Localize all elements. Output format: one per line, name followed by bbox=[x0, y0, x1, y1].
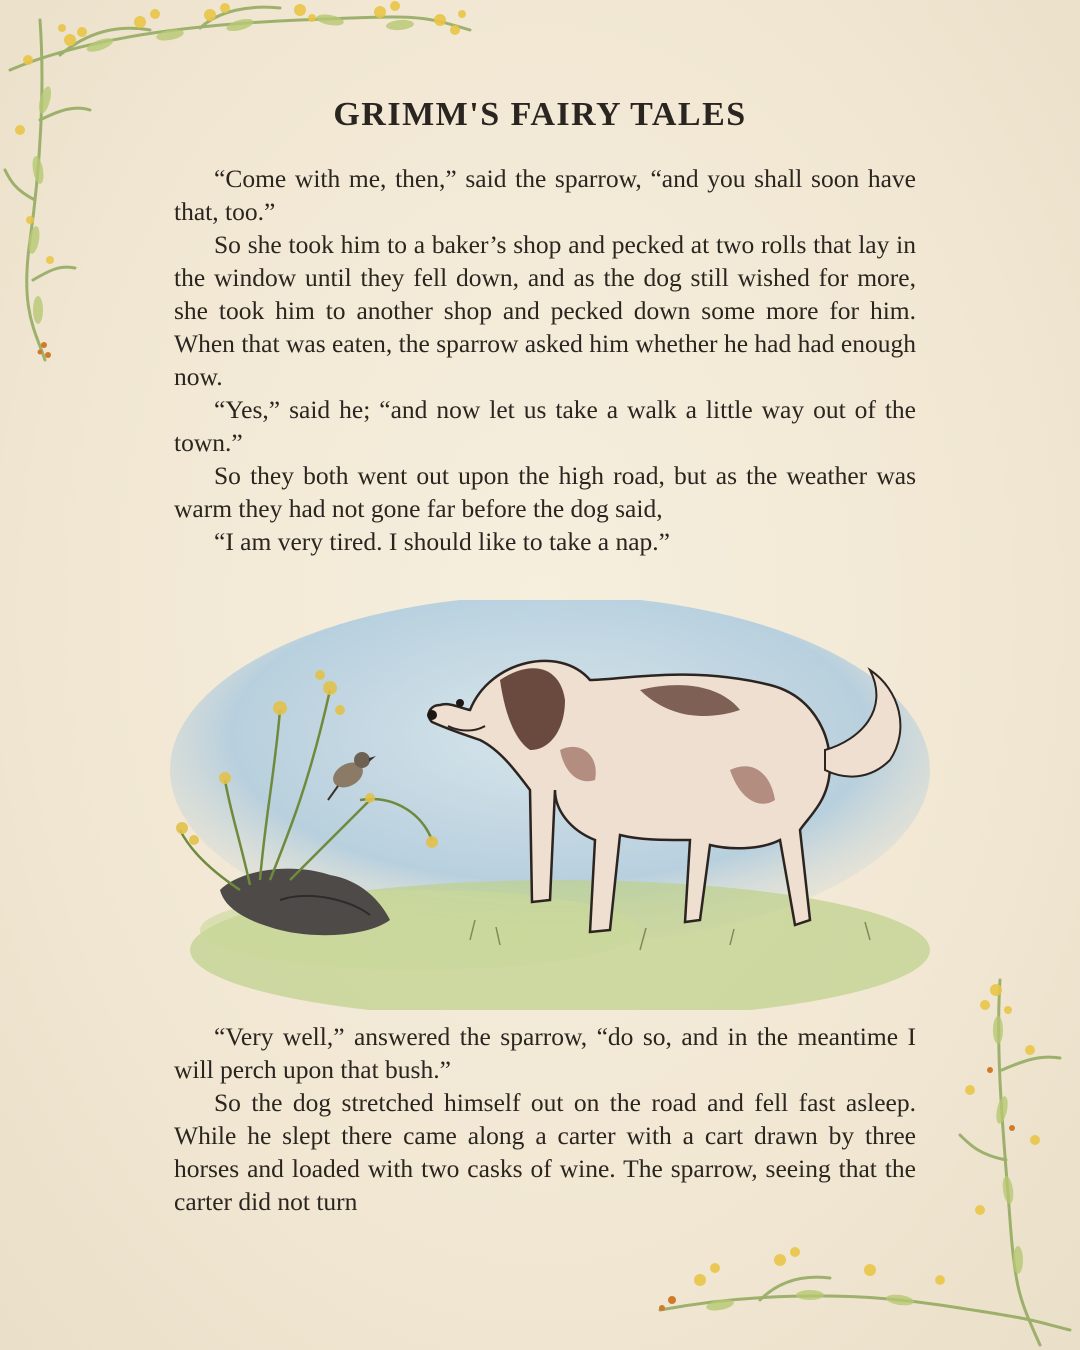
page-title: GRIMM'S FAIRY TALES bbox=[333, 96, 747, 133]
paragraph: “Very well,” answered the sparrow, “do so, and in the meantime I will perch upon that bush.” bbox=[174, 1022, 916, 1084]
dog-and-sparrow-illustration bbox=[170, 600, 930, 1010]
paragraph: “I am very tired. I should like to take a nap.” bbox=[214, 527, 670, 556]
paragraph: So they both went out upon the high road, but as the weather was warm they had not gone far before the dog said, bbox=[174, 461, 916, 523]
paragraph: “Come with me, then,” said the sparrow, “and you shall soon have that, too.” bbox=[174, 164, 916, 226]
paragraph: So she took him to a baker’s shop and pecked at two rolls that lay in the window until they fell down, and as the dog still wished for more, she took him to another shop and pecked down some more for him. When that was eaten, the sparrow asked him whether he had had enough now. bbox=[174, 230, 916, 391]
text-block-top bbox=[174, 162, 916, 558]
paragraph: “Yes,” said he; “and now let us take a walk a little way out of the town.” bbox=[174, 395, 916, 457]
paragraph: So the dog stretched himself out on the road and fell fast asleep. While he slept there came along a carter with a cart drawn by three horses and loaded with two casks of wine. The sparrow, seeing that the carter did not turn bbox=[174, 1088, 916, 1216]
text-block-bottom bbox=[174, 1020, 916, 1218]
